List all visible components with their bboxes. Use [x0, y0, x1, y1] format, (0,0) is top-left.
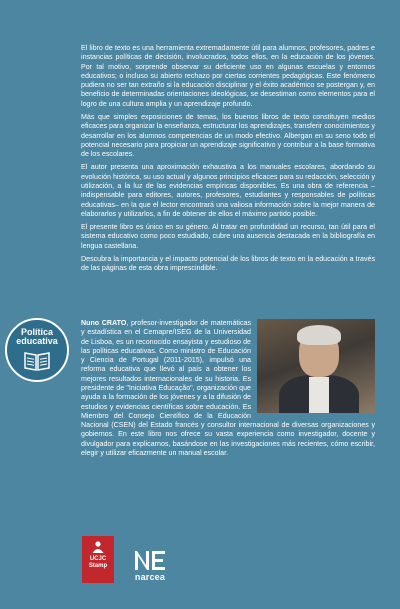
person-logo-icon — [91, 540, 105, 554]
description-paragraph-4: El presente libro es único en su género. Al tratar en profundidad un recurso, tan útil para el sistema educativo como poco estudiado, cubre una ausencia destacada en la bibliografía en lengua castellana. — [81, 223, 375, 250]
stamp-line-2: Stamp — [88, 562, 108, 569]
author-photo-shirt — [309, 377, 329, 413]
ne-logo-icon — [133, 549, 167, 571]
badge-title-line-1: Política — [20, 327, 53, 337]
author-block — [81, 319, 375, 458]
ucjc-stamp-logo — [82, 536, 114, 583]
publisher-name: narcea — [134, 572, 166, 582]
author-photo-hair — [297, 325, 341, 345]
description-paragraph-1: El libro de texto es una herramienta extremadamente útil para alumnos, profesores, padres e instancias políticas de decisión, involucrados, todos ellos, en la educación de los jóvenes. Por tal motivo, sorprende observar su deficiente uso en algunas escuelas y entornos educativos; o incluso su abierto rechazo por ciertas corrientes pedagógicas. Este fenómeno pudiera no ser tan extraño si la educación disciplinar y el éxito académico se postergan y, en beneficio de determinadas orientaciones ideológicas, se desestiman como elementos para el logro de una cultura amplia y un aprendizaje profundo. — [81, 44, 375, 108]
author-photo — [257, 319, 375, 413]
description-paragraph-2: Más que simples exposiciones de temas, los buenos libros de texto constituyen medios eficaces para organizar la enseñanza, estructurar los aprendizajes, transferir conocimientos y desarrollar en los alumnos competencias de un modo efectivo. Albergan en su seno todo el potencial necesario para propiciar un aprendizaje significativo y contribuir a la base formativa de los escolares. — [81, 112, 375, 159]
description-column — [81, 44, 375, 277]
book-icon — [23, 350, 51, 372]
collection-badge — [5, 318, 69, 382]
author-name: Nuno CRATO — [81, 319, 127, 327]
author-bio: , profesor-investigador de matemáticas y estadística en el Cemapre/ISEG de la Universidad de Lisboa, es un reconocido ensayista y estudioso de las políticas educativas. Como ministro de Educación y Ciencia de Portugal (2011-2015), impulsó una reforma educativa que llevó al país a obtener los mejores resultados internacionales de su historia. Es presidente de "Iniciativa Educação", organización que ayuda a la formación de los jóvenes y a la difusión de estudios y evidencias científicas sobre educación. Es Miembro del Consejo Científico de la Educación Nacional (CSEN) del Estado francés y consultor internacional de diversas organizaciones y gobiernos. En este libro nos ofrece su vasta experiencia como investigador, docente y divulgador para explicarnos, basándose en las investigaciones más recientes, cómo escribir, elegir y utilizar eficazmente un manual escolar. — [81, 319, 375, 457]
badge-title-line-2: educativa — [16, 336, 58, 347]
stamp-line-1: UCJC — [89, 556, 107, 562]
description-paragraph-5: Descubra la importancia y el impacto potencial de los libros de texto en la educación a través de las páginas de esta obra imprescindible. — [81, 254, 375, 273]
publisher-logo — [125, 549, 175, 582]
author-text — [81, 319, 375, 458]
badge-title — [7, 328, 67, 347]
description-paragraph-3: El autor presenta una aproximación exhaustiva a los manuales escolares, abordando su evolución histórica, su uso actual y algunos principios eficaces para su redacción, selección y utilización, a la luz de las evidencias empíricas disponibles. Es una obra de referencia –indispensable para editores, autores, profesores, estudiantes y responsables de políticas educativas– en la que el lector encontrará una valiosa información sobre la mejor manera de elaborarlos y utilizarlos, a fin de obtener de ellos el máximo partido posible. — [81, 163, 375, 218]
